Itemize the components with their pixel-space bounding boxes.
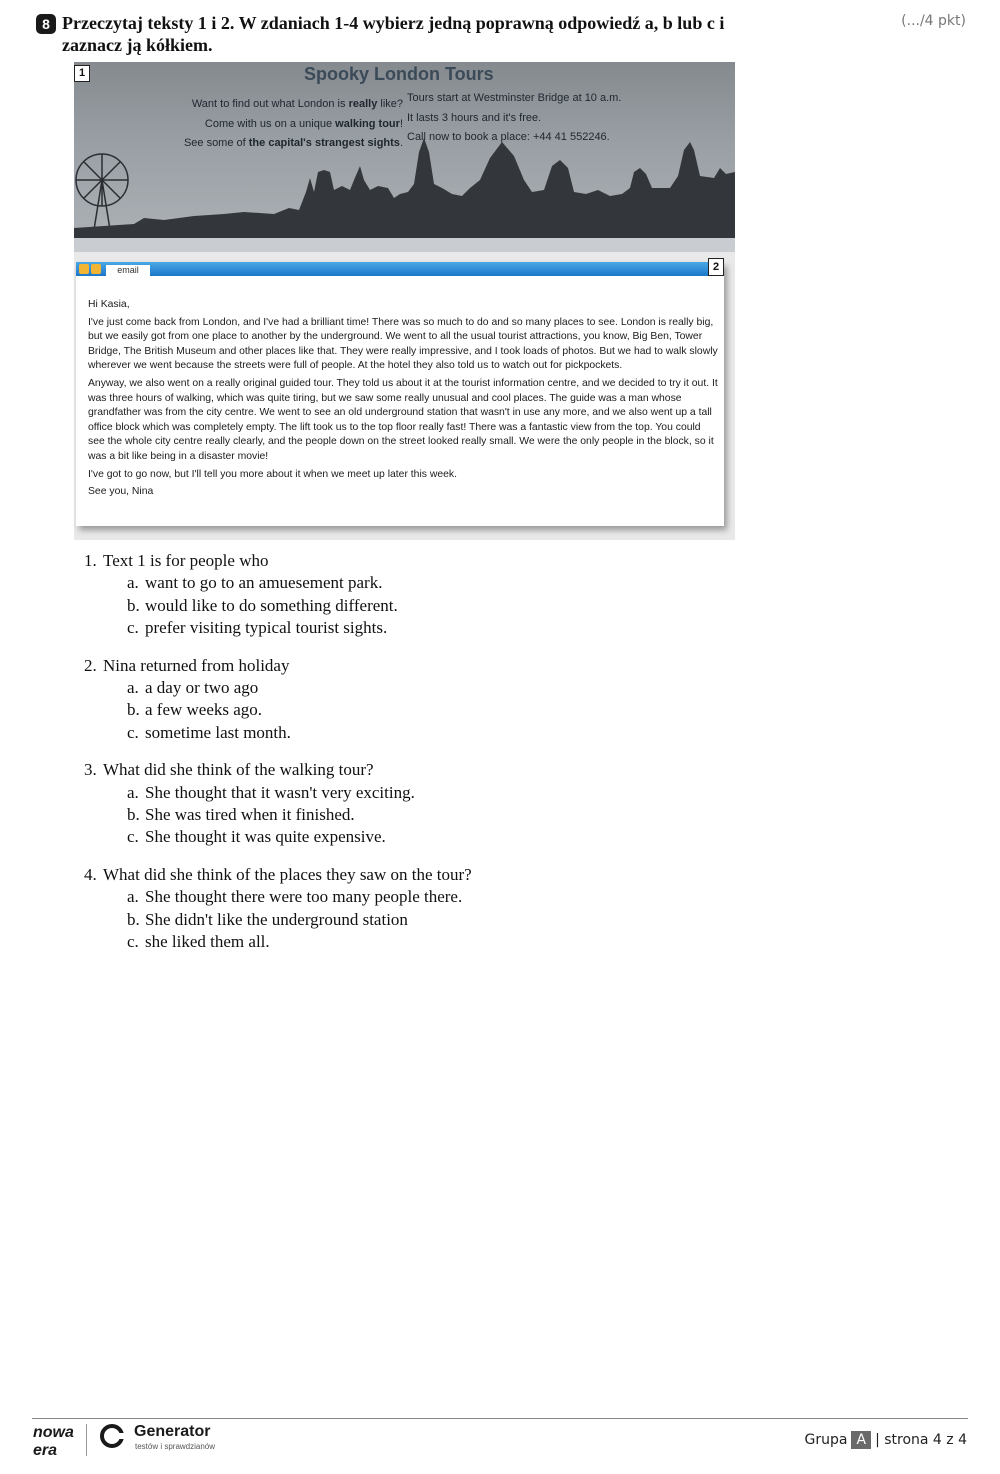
poster-title: Spooky London Tours bbox=[304, 64, 494, 84]
email-paragraph: I've just come back from London, and I've had a brilliant time! There was so much to do and so many places to see. London is really big, but we easily got from one place to another by the underground. We went to all the usual tourist attractions, you know, Big Ben, Tower Bridge, The British Museum and other places like that. They were really impressive, and I took loads of photos. But we had to walk slowly wherever we went because the streets were full of people. At the hotel they also told us to watch out for pickpockets. bbox=[88, 316, 718, 372]
generator-logo-text: Generator bbox=[134, 1423, 211, 1440]
question-2 bbox=[84, 655, 684, 744]
answer-option[interactable]: b. a few weeks ago. bbox=[127, 700, 263, 720]
footer-divider bbox=[32, 1418, 968, 1419]
group-label: Grupa bbox=[804, 1432, 848, 1448]
page-info bbox=[805, 1431, 967, 1449]
answer-option[interactable]: a. She thought there were too many people there. bbox=[127, 887, 463, 907]
page-number: | strona 4 z 4 bbox=[875, 1432, 967, 1448]
poster-right-line: It lasts 3 hours and it's free. bbox=[407, 112, 542, 124]
question-list bbox=[84, 550, 684, 969]
email-paragraph: I've got to go now, but I'll tell you more about it when we meet up later this week. bbox=[88, 468, 457, 480]
group-badge: A bbox=[851, 1431, 871, 1449]
poster-left-line: Want to find out what London is really like? bbox=[191, 98, 403, 110]
task-instruction: Przeczytaj teksty 1 i 2. W zdaniach 1-4 wybierz jedną poprawną odpowiedź a, b lub c i zaznacz ją kółkiem. bbox=[62, 13, 725, 55]
answer-option[interactable]: c. prefer visiting typical tourist sights. bbox=[127, 617, 388, 637]
email-toolbar bbox=[76, 262, 724, 276]
answer-option[interactable]: a. a day or two ago bbox=[127, 677, 259, 697]
reading-figure bbox=[74, 62, 735, 540]
email-body bbox=[88, 298, 718, 503]
generator-logo-subtitle: testów i sprawdzianów bbox=[135, 1442, 216, 1451]
question-number: 1. bbox=[84, 551, 97, 570]
poster-left-line: See some of the capital's strangest sights. bbox=[183, 137, 403, 149]
question-1 bbox=[84, 550, 684, 639]
email-paragraph: Anyway, we also went on a really original guided tour. They told us about it at the tourist information centre, and we decided to try it out. It was three hours of walking, which was quite tiring, but we saw some really unusual and cool places. The guide was a man whose grandfather was from the city centre. We went to see an old underground station that wasn't in use any more, and we also went up a tall office block which was completely empty. The lift took us to the top floor really fast! There was a fantastic view from the top. You could see the whole city centre really clearly, and the people down on the street looked really small. We were the only people in the block, so it was a bit like being in a disaster movie! bbox=[88, 377, 718, 462]
poster-right-line: Tours start at Westminster Bridge at 10 a.m. bbox=[407, 92, 622, 104]
text2-label: 2 bbox=[708, 258, 724, 276]
poster-left-line: Come with us on a unique walking tour! bbox=[204, 118, 403, 130]
answer-option[interactable]: c. she liked them all. bbox=[127, 931, 270, 951]
email-paragraph: See you, Nina bbox=[88, 486, 154, 498]
answer-option[interactable]: a. want to go to an amuesement park. bbox=[127, 573, 383, 593]
london-skyline-illustration bbox=[74, 132, 735, 252]
email-window bbox=[76, 262, 724, 526]
question-stem: Text 1 is for people who bbox=[103, 551, 269, 570]
answer-option[interactable]: b. would like to do something different. bbox=[127, 595, 398, 615]
back-arrow-icon bbox=[79, 264, 89, 274]
question-number: 2. bbox=[84, 655, 97, 675]
question-stem: What did she think of the places they saw on the tour? bbox=[103, 865, 472, 885]
skyline-silhouette bbox=[74, 138, 735, 242]
generator-logo-icon bbox=[100, 1424, 124, 1448]
email-tab: email bbox=[106, 265, 150, 276]
points-label: (.../4 pkt) bbox=[901, 13, 966, 29]
answer-option[interactable]: c. sometime last month. bbox=[127, 722, 291, 742]
logo-separator bbox=[86, 1424, 87, 1456]
question-stem: What did she think of the walking tour? bbox=[103, 760, 374, 780]
poster-right-line: Call now to book a place: +44 41 552246. bbox=[407, 131, 610, 143]
question-number: 3. bbox=[84, 760, 97, 780]
nowa-era-logo: nowa era bbox=[33, 1424, 74, 1459]
task-number-badge: 8 bbox=[36, 14, 56, 34]
text1-label: 1 bbox=[74, 65, 90, 82]
answer-option[interactable]: b. She didn't like the underground station bbox=[127, 909, 408, 929]
answer-option[interactable]: c. She thought it was quite expensive. bbox=[127, 827, 386, 847]
answer-option[interactable]: b. She was tired when it finished. bbox=[127, 804, 355, 824]
forward-arrow-icon bbox=[91, 264, 101, 274]
question-3 bbox=[84, 759, 684, 848]
tour-poster bbox=[74, 62, 735, 252]
question-stem: Nina returned from holiday bbox=[103, 655, 290, 675]
email-paragraph: Hi Kasia, bbox=[88, 299, 130, 310]
question-number: 4. bbox=[84, 865, 97, 885]
answer-option[interactable]: a. She thought that it wasn't very exciting. bbox=[127, 782, 415, 802]
question-4 bbox=[84, 864, 684, 953]
